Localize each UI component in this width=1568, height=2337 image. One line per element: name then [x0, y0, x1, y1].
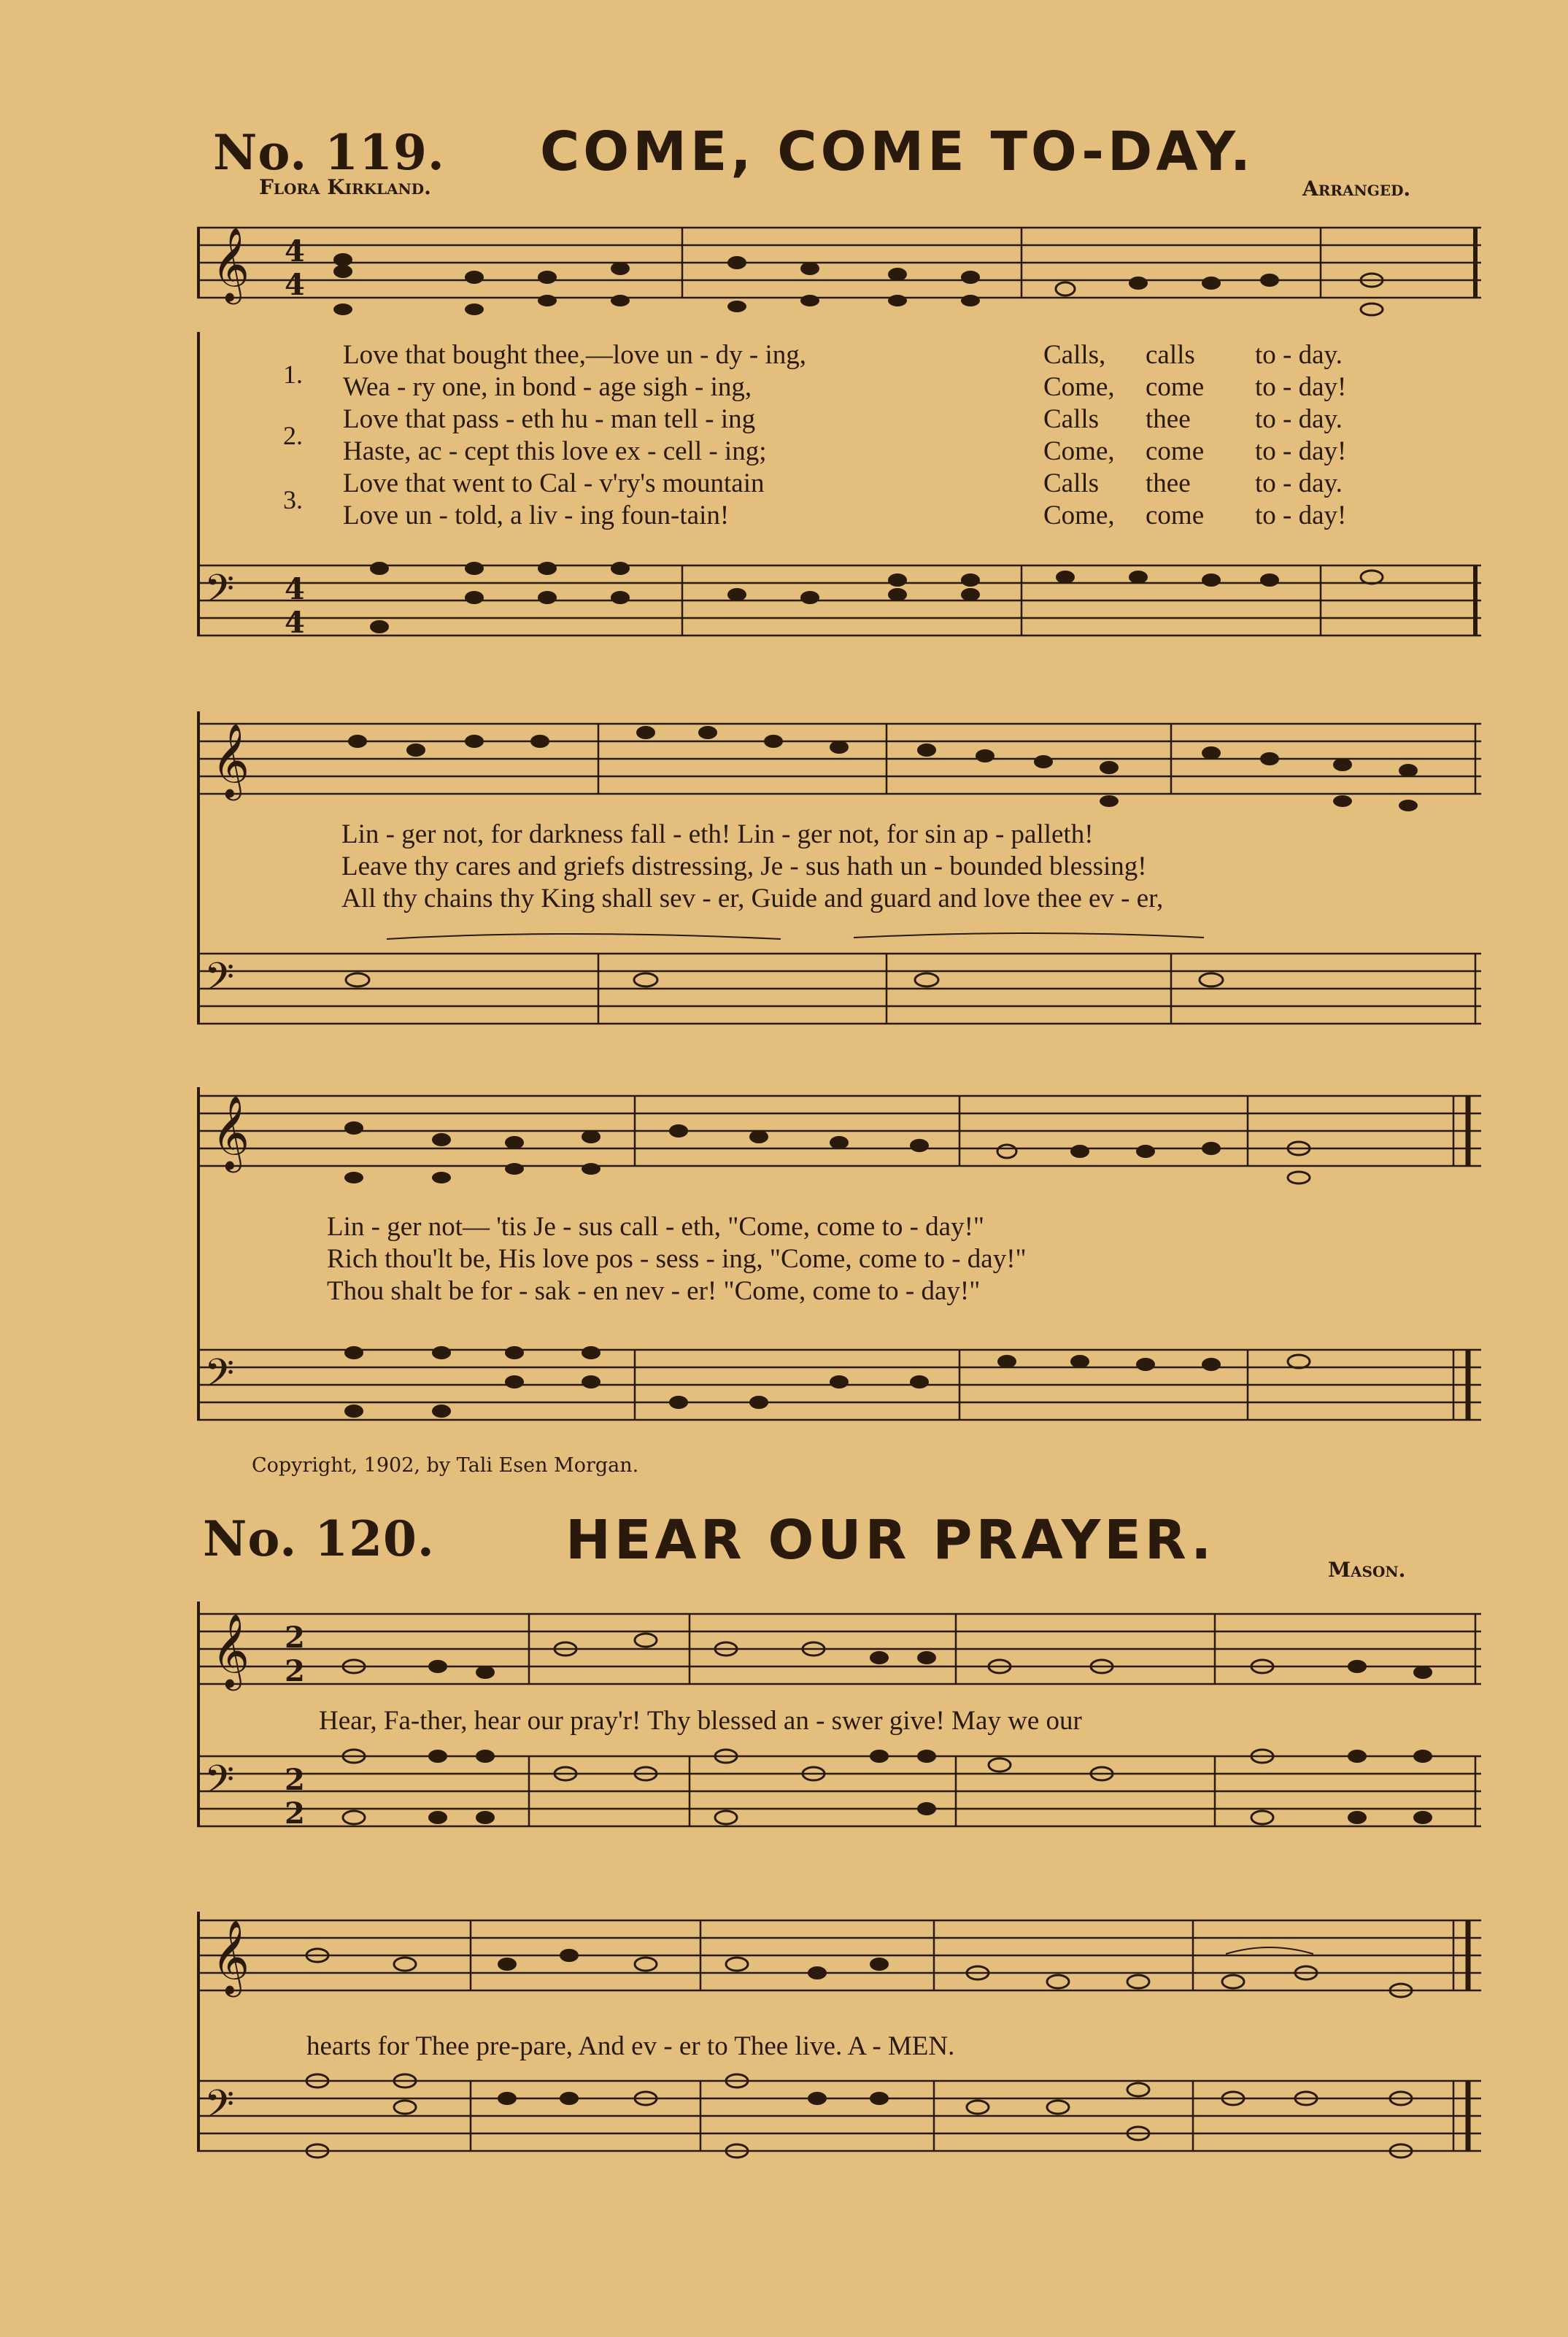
treble-clef-icon: 𝄞 [212, 226, 250, 301]
hymn-119-title: COME, COME TO-DAY. [540, 120, 1254, 183]
svg-text:𝄢: 𝄢 [204, 1758, 235, 1812]
system2-bass-notes [346, 973, 1223, 986]
bass-clef-icon: 𝄢 [204, 567, 235, 621]
verse-line: Lin - ger not— 'tis Je - sus call - eth, "Come, come to - day!" [327, 1212, 985, 1242]
h120-s1-treble-notes [343, 1634, 1432, 1679]
hymn-119-arranger: Arranged. [1302, 177, 1411, 201]
hymn-119-number: No. 119. [213, 124, 445, 181]
time-signature: 4 [285, 234, 305, 269]
svg-text:4: 4 [285, 268, 305, 302]
svg-text:𝄢: 𝄢 [204, 2082, 235, 2136]
svg-text:2: 2 [285, 1763, 305, 1797]
h120-system1-bass-staff [197, 1747, 1481, 1842]
system2-bass-staff [197, 945, 1481, 1032]
system3-bass-notes [344, 1346, 1310, 1418]
system3-treble-staff [197, 1087, 1481, 1189]
hymn-119-author: Flora Kirkland. [259, 175, 431, 199]
h120-lyric-line-1: Hear, Fa-ther, hear our pray'r! Thy blessed an - swer give! May we our [319, 1706, 1082, 1736]
verse-line: Love un - told, a liv - ing foun-tain! Come, come to - day! [343, 501, 1347, 530]
h120-system2-bass-staff [197, 2072, 1481, 2167]
system2-lyrics [341, 819, 1163, 915]
svg-text:2: 2 [285, 1654, 305, 1688]
h120-lyric-line-2: hearts for Thee pre-pare, And ev - er to Thee live. A - MEN. [306, 2031, 955, 2061]
svg-text:𝄞: 𝄞 [212, 1094, 250, 1170]
hymn-120-title: HEAR OUR PRAYER. [565, 1509, 1216, 1572]
verse-number-3: 3. [283, 485, 303, 514]
svg-text:𝄢: 𝄢 [204, 1351, 235, 1405]
svg-text:4: 4 [285, 572, 305, 606]
hymn-120-number: No. 120. [203, 1510, 435, 1567]
h120-system2-treble-staff [197, 1912, 1481, 2006]
svg-text:𝄢: 𝄢 [204, 955, 235, 1009]
verse-line: Love that went to Cal - v'ry's mountain Calls thee to - day. [343, 468, 1343, 498]
h120-s1-bass-notes [343, 1750, 1432, 1824]
system1-lyrics [321, 339, 1459, 532]
verse-line: Thou shalt be for - sak - en nev - er! "Come, come to - day!" [327, 1276, 981, 1306]
system3-lyrics [327, 1211, 1027, 1307]
svg-text:𝄞: 𝄞 [212, 722, 250, 797]
system1-bass-staff [197, 551, 1481, 653]
hymn-120-composer: Mason. [1328, 1558, 1406, 1582]
verse-line: Love that pass - eth hu - man tell - ing Calls thee to - day. [343, 404, 1343, 434]
system1-bass-notes [370, 562, 1383, 633]
h120-system1-treble-staff [197, 1605, 1481, 1700]
svg-text:𝄞: 𝄞 [212, 1612, 250, 1688]
system2-treble-notes [348, 726, 1418, 811]
verse-line: Haste, ac - cept this love ex - cell - ing; Come, come to - day! [343, 436, 1347, 466]
verse-number-2: 2. [283, 421, 303, 450]
verse-line: All thy chains thy King shall sev - er, Guide and guard and love thee ev - er, [341, 884, 1164, 913]
svg-text:4: 4 [285, 606, 305, 640]
svg-text:𝄞: 𝄞 [212, 1919, 250, 1994]
verse-line: Lin - ger not, for darkness fall - eth! Lin - ger not, for sin ap - palleth! [341, 819, 1094, 849]
verse-number-1: 1. [283, 360, 303, 389]
copyright-notice: Copyright, 1902, by Tali Esen Morgan. [252, 1454, 639, 1477]
verse-line: Leave thy cares and griefs distressing, Je - sus hath un - bounded blessing! [341, 851, 1147, 881]
system2-treble-staff [197, 715, 1481, 817]
verse-line: Love that bought thee,—love un - dy - ing, Calls, calls to - day. [343, 340, 1343, 370]
system3-bass-staff [197, 1335, 1481, 1437]
system1-treble-staff [197, 219, 1481, 321]
slur-curve [1226, 1947, 1313, 1954]
verse-line: Rich thou'lt be, His love pos - sess - ing, "Come, come to - day!" [327, 1244, 1027, 1274]
svg-text:2: 2 [285, 1621, 305, 1655]
svg-text:2: 2 [285, 1796, 305, 1831]
system1-treble-notes [333, 253, 1383, 295]
slur-curves [387, 933, 1204, 939]
verse-line: Wea - ry one, in bond - age sigh - ing, Come, come to - day! [343, 372, 1347, 402]
